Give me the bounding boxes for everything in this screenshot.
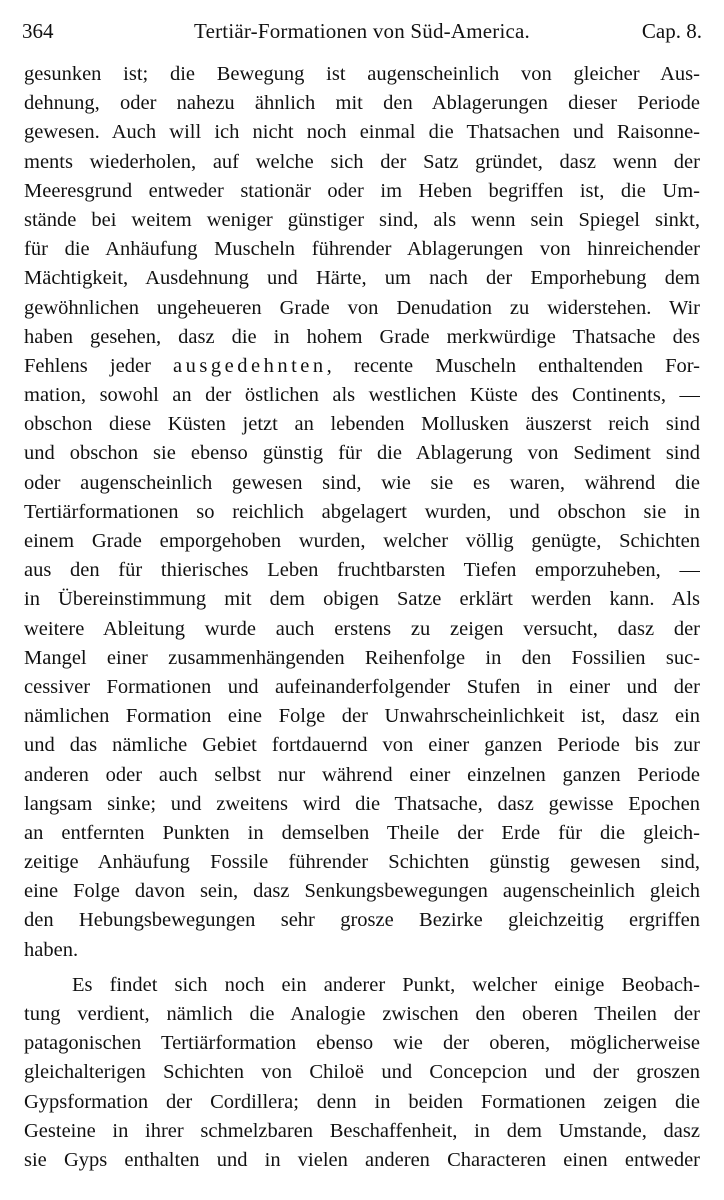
text-line: oder augenscheinlich gewesen sind, wie sie es waren, während die bbox=[24, 471, 700, 494]
body-text bbox=[24, 60, 700, 1175]
text-line: stände bei weitem weniger günstiger sind, als wenn sein Spiegel sinkt, bbox=[24, 208, 700, 231]
text-line: ments wiederholen, auf welche sich der Satz gründet, dasz wenn der bbox=[24, 150, 700, 173]
text-line: in Übereinstimmung mit dem obigen Satze erklärt werden kann. Als bbox=[24, 588, 700, 611]
text-line: und obschon sie ebenso günstig für die Ablagerung von Sediment sind bbox=[24, 442, 700, 465]
chapter-label: Cap. 8. bbox=[641, 18, 702, 43]
text-line: für die Anhäufung Muscheln führender Ablagerungen von hinreichender bbox=[24, 238, 700, 261]
text-line: aus den für thierisches Leben fruchtbarsten Tiefen emporzuheben, — bbox=[24, 559, 700, 582]
text-line: eine Folge davon sein, dasz Senkungsbewegungen augenscheinlich gleich bbox=[24, 880, 700, 903]
text-line: zeitige Anhäufung Fossile führender Schichten günstig gewesen sind, bbox=[24, 851, 700, 874]
text-line: Es findet sich noch ein anderer Punkt, welcher einige Beobach- bbox=[72, 973, 700, 996]
text-line: langsam sinke; und zweitens wird die Thatsache, dasz gewisse Epochen bbox=[24, 792, 700, 815]
paragraph-1 bbox=[24, 60, 700, 965]
text-line: Gypsformation der Cordillera; denn in beiden Formationen zeigen die bbox=[24, 1090, 700, 1113]
text-line-spaced bbox=[24, 352, 700, 381]
text-line: cessiver Formationen und aufeinanderfolgender Stufen in einer und der bbox=[24, 675, 700, 698]
text-line: und das nämliche Gebiet fortdauernd von einer ganzen Periode bis zur bbox=[24, 734, 700, 757]
text-line: Tertiärformationen so reichlich abgelagert wurden, und obschon sie in bbox=[24, 500, 700, 523]
emphasized-word: ausgedehnten bbox=[173, 354, 327, 377]
page-number: 364 bbox=[22, 18, 54, 43]
text-fragment: Fehlens jeder bbox=[24, 354, 174, 377]
text-line: gewesen. Auch will ich nicht noch einmal die Thatsachen und Raisonne- bbox=[24, 121, 700, 144]
running-title: Tertiär-Formationen von Süd-America. bbox=[194, 18, 530, 43]
text-line: Meeresgrund entweder stationär oder im Heben begriffen ist, die Um- bbox=[24, 179, 700, 202]
text-line: den Hebungsbewegungen sehr grosze Bezirke gleichzeitig ergriffen bbox=[24, 909, 700, 932]
text-line: mation, sowohl an der östlichen als westlichen Küste des Continents, — bbox=[24, 384, 700, 407]
text-line: weitere Ableitung wurde auch erstens zu zeigen versucht, dasz der bbox=[24, 617, 700, 640]
text-line: dehnung, oder nahezu ähnlich mit den Ablagerungen dieser Periode bbox=[24, 92, 700, 115]
text-line: Gesteine in ihrer schmelzbaren Beschaffenheit, in dem Umstande, dasz bbox=[24, 1119, 700, 1142]
text-line: tung verdient, nämlich die Analogie zwischen den oberen Theilen der bbox=[24, 1003, 700, 1025]
text-line: Mangel einer zusammenhängenden Reihenfolge in den Fossilien suc- bbox=[24, 646, 700, 669]
text-line: haben. bbox=[24, 938, 79, 961]
text-line: anderen oder auch selbst nur während einer einzelnen ganzen Periode bbox=[24, 763, 700, 786]
text-line: obschon diese Küsten jetzt an lebenden Mollusken äuszerst reich sind bbox=[24, 413, 700, 436]
text-line: gewöhnlichen ungeheueren Grade von Denudation zu widerstehen. Wir bbox=[24, 296, 700, 319]
text-line: Mächtigkeit, Ausdehnung und Härte, um nach der Emporhebung dem bbox=[24, 267, 700, 290]
paragraph-2 bbox=[24, 971, 700, 1175]
text-line: sie Gyps enthalten und in vielen anderen Characteren einen entweder bbox=[24, 1148, 700, 1171]
text-fragment: , recente Muscheln enthaltenden For- bbox=[326, 354, 700, 377]
text-line: haben gesehen, dasz die in hohem Grade merkwürdige Thatsache des bbox=[24, 325, 700, 348]
running-header bbox=[22, 14, 702, 48]
text-line: einem Grade emporgehoben wurden, welcher völlig genügte, Schichten bbox=[24, 530, 700, 552]
text-line: gleichalterigen Schichten von Chiloë und Concepcion und der groszen bbox=[24, 1061, 700, 1084]
text-line: patagonischen Tertiärformation ebenso wie der oberen, möglicherweise bbox=[24, 1032, 700, 1055]
text-line: gesunken ist; die Bewegung ist augenscheinlich von gleicher Aus- bbox=[24, 63, 700, 85]
text-line: nämlichen Formation eine Folge der Unwahrscheinlichkeit ist, dasz ein bbox=[24, 705, 700, 728]
text-line: an entfernten Punkten in demselben Theile der Erde für die gleich- bbox=[24, 821, 700, 844]
